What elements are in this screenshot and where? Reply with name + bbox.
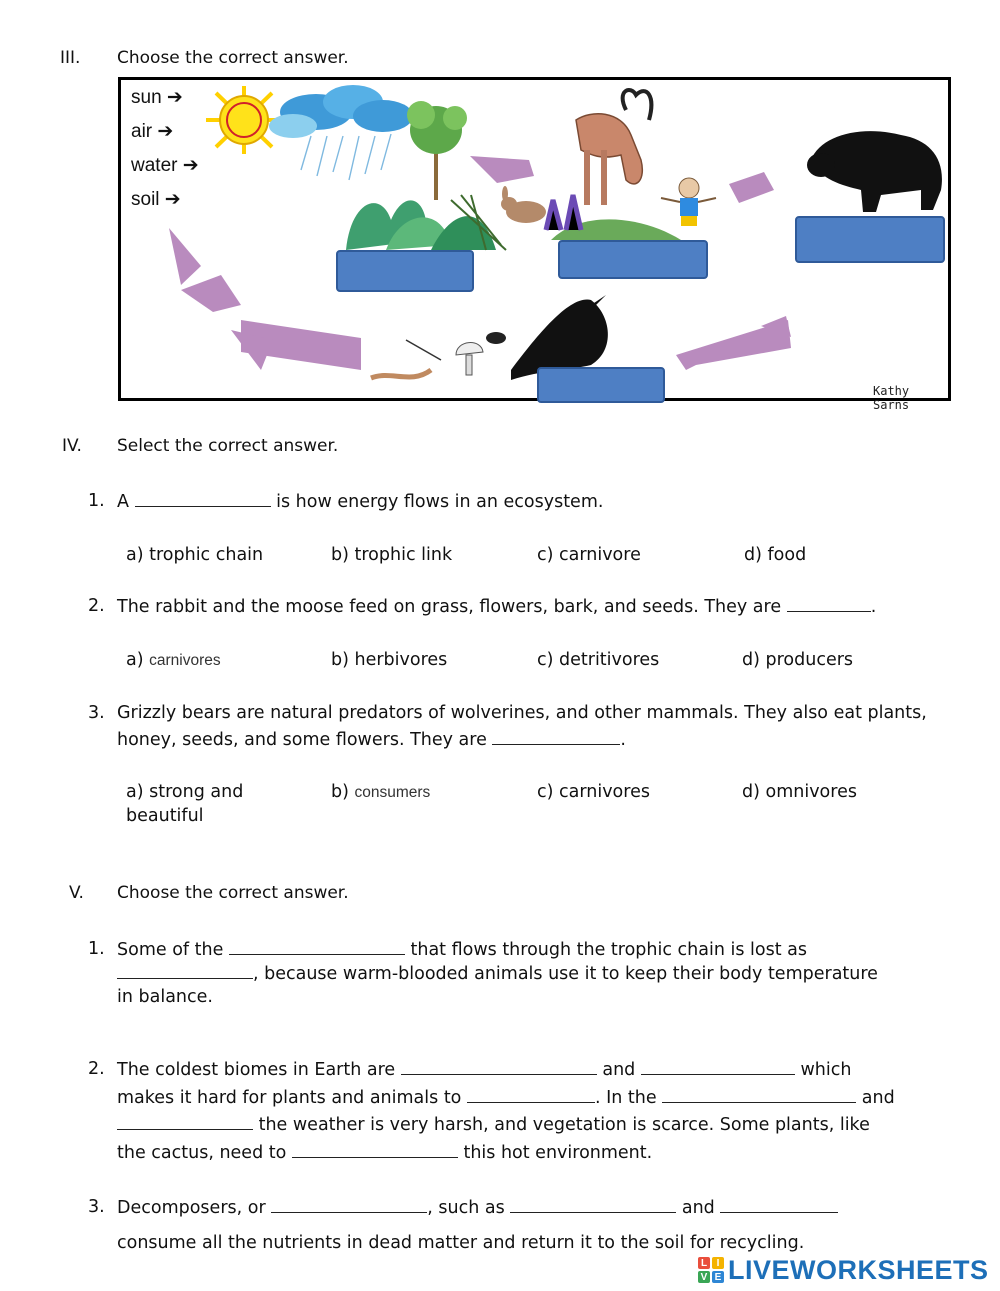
liveworksheets-logo[interactable]: [698, 1256, 989, 1284]
blank-line[interactable]: [662, 1084, 856, 1103]
rabbit-icon: [501, 186, 546, 223]
blank-line[interactable]: [229, 936, 405, 955]
blank-line[interactable]: [117, 960, 253, 979]
answer-box-herbivores[interactable]: [558, 240, 708, 279]
question-text-line3: the weather is very harsh, and vegetation is scarce. Some plants, like: [117, 1111, 870, 1138]
section-title: Choose the correct answer.: [117, 48, 349, 68]
logo-tile: L: [698, 1257, 710, 1269]
blank-line[interactable]: [271, 1194, 427, 1213]
option-c[interactable]: c) carnivore: [537, 545, 641, 565]
question-number: 1.: [88, 939, 105, 959]
question-text-line2: honey, seeds, and some flowers. They are .: [117, 726, 626, 753]
answer-box-carnivores[interactable]: [795, 216, 945, 263]
section-number: IV.: [62, 436, 82, 456]
question-number: 1.: [88, 491, 105, 511]
option-c[interactable]: c) carnivores: [537, 782, 650, 802]
flow-label-soil: soil ➔: [131, 189, 181, 210]
blank-line[interactable]: [117, 1111, 253, 1130]
logo-tile: E: [712, 1271, 724, 1283]
question-text-line2: makes it hard for plants and animals to . In the and: [117, 1084, 895, 1111]
sun-icon: [206, 86, 282, 154]
blank-line[interactable]: [492, 726, 620, 745]
flow-label-air: air ➔: [131, 121, 174, 142]
food-chain-diagram: [118, 77, 951, 412]
section-title: Select the correct answer.: [117, 436, 339, 456]
section-number: V.: [69, 883, 84, 903]
question-text: The rabbit and the moose feed on grass, flowers, bark, and seeds. They are .: [117, 593, 876, 620]
logo-tiles: [698, 1257, 724, 1283]
question-text-line1: The coldest biomes in Earth are and which: [117, 1056, 851, 1083]
question-text-line1: Grizzly bears are natural predators of wolverines, and other mammals. They also eat plants,: [117, 703, 927, 723]
option-b[interactable]: b) consumers: [331, 782, 431, 802]
logo-text: LIVEWORKSHEETS: [728, 1254, 989, 1285]
blank-line[interactable]: [720, 1194, 838, 1213]
question-text-line2: consume all the nutrients in dead matter and return it to the soil for recycling.: [117, 1233, 805, 1253]
question-number: 2.: [88, 596, 105, 616]
question-number: 3.: [88, 1197, 105, 1217]
section-number: III.: [60, 48, 81, 68]
logo-tile: I: [712, 1257, 724, 1269]
image-credit: Kathy Sarns: [873, 384, 910, 412]
question-text-line2: , because warm-blooded animals use it to keep their body temperature: [117, 960, 878, 987]
cloud-icon: [269, 85, 413, 180]
bear-icon: [807, 131, 942, 212]
option-b[interactable]: b) herbivores: [331, 650, 448, 670]
blank-line[interactable]: [135, 488, 271, 507]
answer-box-producers[interactable]: [336, 250, 474, 292]
option-c[interactable]: c) detritivores: [537, 650, 660, 670]
question-number: 2.: [88, 1059, 105, 1079]
question-text-line4: the cactus, need to this hot environment.: [117, 1139, 652, 1166]
blank-line[interactable]: [467, 1084, 595, 1103]
question-number: 3.: [88, 703, 105, 723]
section-title: Choose the correct answer.: [117, 883, 349, 903]
option-a[interactable]: a) trophic chain: [126, 545, 264, 565]
option-a[interactable]: a) strong and beautiful: [126, 782, 244, 826]
blank-line[interactable]: [401, 1056, 597, 1075]
blank-line[interactable]: [641, 1056, 795, 1075]
question-text: A is how energy flows in an ecosystem.: [117, 488, 603, 515]
blank-line[interactable]: [292, 1139, 458, 1158]
question-text-line3: in balance.: [117, 987, 213, 1007]
flow-label-sun: sun ➔: [131, 87, 183, 108]
question-text-line1: Decomposers, or , such as and: [117, 1194, 838, 1221]
answer-box-decomposers[interactable]: [537, 367, 665, 403]
flow-label-water: water ➔: [131, 155, 199, 176]
child-icon: [661, 178, 716, 226]
option-b[interactable]: b) trophic link: [331, 545, 453, 565]
option-d[interactable]: d) food: [744, 545, 807, 565]
option-d[interactable]: d) producers: [742, 650, 854, 670]
option-d[interactable]: d) omnivores: [742, 782, 857, 802]
blank-line[interactable]: [787, 593, 871, 612]
moose-illustration: [546, 90, 681, 240]
logo-tile: V: [698, 1271, 710, 1283]
question-text-line1: Some of the that flows through the trophic chain is lost as: [117, 936, 807, 963]
decomposers-illustration: [371, 332, 506, 378]
blank-line[interactable]: [510, 1194, 676, 1213]
option-a[interactable]: a) carnivores: [126, 650, 221, 670]
